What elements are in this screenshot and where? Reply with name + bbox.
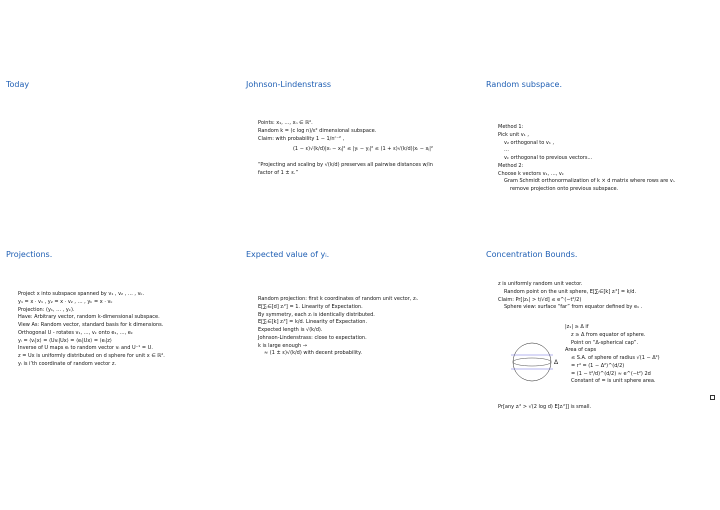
concentration-right-line: Point on “Δ-spherical cap”. [571, 339, 639, 346]
expected-line: E[∑ᵢ∈[d] zᵢ²] = 1. Linearity of Expectation. [258, 303, 363, 310]
concentration-top-text [498, 281, 713, 312]
slide-title-today: Today [6, 80, 30, 89]
random-subspace-line: … [504, 147, 509, 154]
concentration-right-line: = (1 − t²/d)^(d/2) ≈ e^(−t²) 2d [571, 370, 651, 377]
qed-box [710, 395, 715, 400]
slide-title-random-subspace: Random subspace. [486, 80, 562, 89]
expected-line: Expected length is √(k/d). [258, 327, 323, 333]
slide-title-concentration: Concentration Bounds. [486, 250, 578, 259]
concentration-right-text [565, 324, 715, 386]
concentration-right-line: Constant of = is unit sphere area. [571, 378, 656, 385]
projections-body [18, 291, 233, 369]
slide-title-projections: Projections. [6, 250, 53, 259]
projections-line: Project x into subspace spanned by v₁ , v₂ , … , vₖ. [18, 291, 145, 297]
concentration-right-line: |z₁| ≥ Δ if [565, 324, 589, 330]
random-subspace-line: v₂ orthogonal to v₁ , [504, 139, 555, 146]
expected-line: k is large enough → [258, 342, 307, 349]
concentration-right-line: ≤ S.A. of sphere of radius √(1 − Δ²) [571, 355, 660, 361]
projections-line: Inverse of U maps eᵢ to random vector vᵢ and U⁻¹ = U. [18, 345, 153, 352]
projections-line: Projection: (y₁, … , yₖ). [18, 306, 75, 313]
concentration-top-line: Random point on the unit sphere, E[∑ᵢ∈[k] zᵢ²] = k/d. [504, 288, 637, 295]
slide-title-jl: Johnson-Lindenstrass [246, 80, 332, 89]
jl-points: Points: x₁, …, xₙ ∈ ℝᵈ. [258, 120, 313, 126]
concentration-right-line: Area of caps [565, 347, 597, 354]
slide-johnson-lindenstrass [240, 0, 480, 176]
expected-line: Random projection: first k coordinates of random unit vector, zᵢ. [258, 296, 419, 302]
expected-line: Johnson-Lindenstrass: close to expectation. [258, 334, 367, 341]
projections-line: Orthogonal U - rotates v₁, …, vₖ onto e₁, …, eₖ [18, 329, 134, 336]
slide-expected-value [240, 170, 480, 357]
concentration-top-line: z is uniformly random unit vector. [498, 281, 583, 287]
jl-claim: Claim: with probability 1 − 1/nᶜ⁻² , [258, 135, 345, 142]
projections-line: View As: Random vector, standard basis for k dimensions. [18, 322, 164, 328]
projections-line: y₁ = x · v₁ , y₂ = x · v₂ , … , yₖ = x · vₖ [18, 298, 113, 305]
expected-line: By symmetry, each zᵢ is identically distributed. [258, 311, 375, 318]
jl-random-k: Random k = (c log n)/ε² dimensional subspace. [258, 127, 377, 134]
slide-random-subspace [480, 0, 720, 192]
concentration-bottom-text [498, 404, 713, 412]
slide-projections [0, 170, 240, 367]
random-subspace-line: Choose k vectors v₁, …, vₖ [498, 170, 564, 177]
jl-formula: (1 − ε)√(k/d)|xᵢ − xⱼ|² ≤ |yᵢ − yⱼ|² ≤ (1 + ε)√(k/d)|xᵢ − xⱼ|² [292, 146, 433, 153]
random-subspace-line: Pick unit v₁ , [498, 131, 529, 138]
projections-line: z = Ux is uniformly distributed on d sphere for unit x ∈ ℝᵈ. [18, 353, 165, 359]
concentration-top-line: Sphere view: surface “far” from equator defined by e₁ . [504, 304, 643, 311]
slide-title-expected: Expected value of yᵢ. [246, 250, 330, 259]
concentration-right-line: = rᵈ = (1 − Δ²)^(d/2) [571, 362, 625, 369]
equator-ellipse [513, 358, 551, 366]
concentration-right-line: z ≥ Δ from equator of sphere. [571, 331, 646, 338]
random-subspace-line: Method 1: [498, 124, 524, 130]
jl-quote-line-1: “Projecting and scaling by √(k/d) preserves all pairwise distances w/in [258, 162, 433, 168]
jl-quote-line-2: factor of 1 ± ε.” [258, 169, 299, 176]
sphere-cap-diagram [508, 340, 558, 384]
expected-line: ≈ (1 ± ε)√(k/d) with decent probability. [264, 350, 362, 357]
concentration-top-line: Claim: Pr[|z₁| > t/√d] ≤ e^(−t²/2) [498, 296, 582, 303]
concentration-bottom-line: Pr[any zᵢ² > √(2 log d) E[zᵢ²]] is small. [498, 404, 592, 410]
projections-line: yᵢ = ⟨vᵢ|x⟩ = ⟨Uvᵢ|Ux⟩ = ⟨eᵢ|Ux⟩ = ⟨eᵢ|z⟩ [18, 337, 112, 344]
random-subspace-line: Gram Schmidt orthonormalization of k × d matrix where rows are vᵢ. [504, 178, 676, 185]
slide-today [0, 0, 240, 170]
projections-line: yᵢ is i’th coordinate of random vector z. [18, 360, 117, 367]
expected-line: E[∑ᵢ∈[k] zᵢ²] = k/d. Linearity of Expectation. [258, 319, 368, 326]
random-subspace-line: remove projection onto previous subspace. [510, 186, 619, 192]
random-subspace-line: Method 2: [498, 162, 524, 169]
expected-body [258, 296, 473, 358]
slide-concentration-bounds [480, 170, 720, 410]
sphere-circle [513, 343, 551, 381]
jl-body [258, 120, 468, 178]
random-subspace-line: vₖ orthogonal to previous vectors... [504, 155, 593, 161]
projections-line: Have: Arbitrary vector, random k-dimensional subspace. [18, 314, 160, 321]
delta-label: Δ [554, 359, 559, 366]
